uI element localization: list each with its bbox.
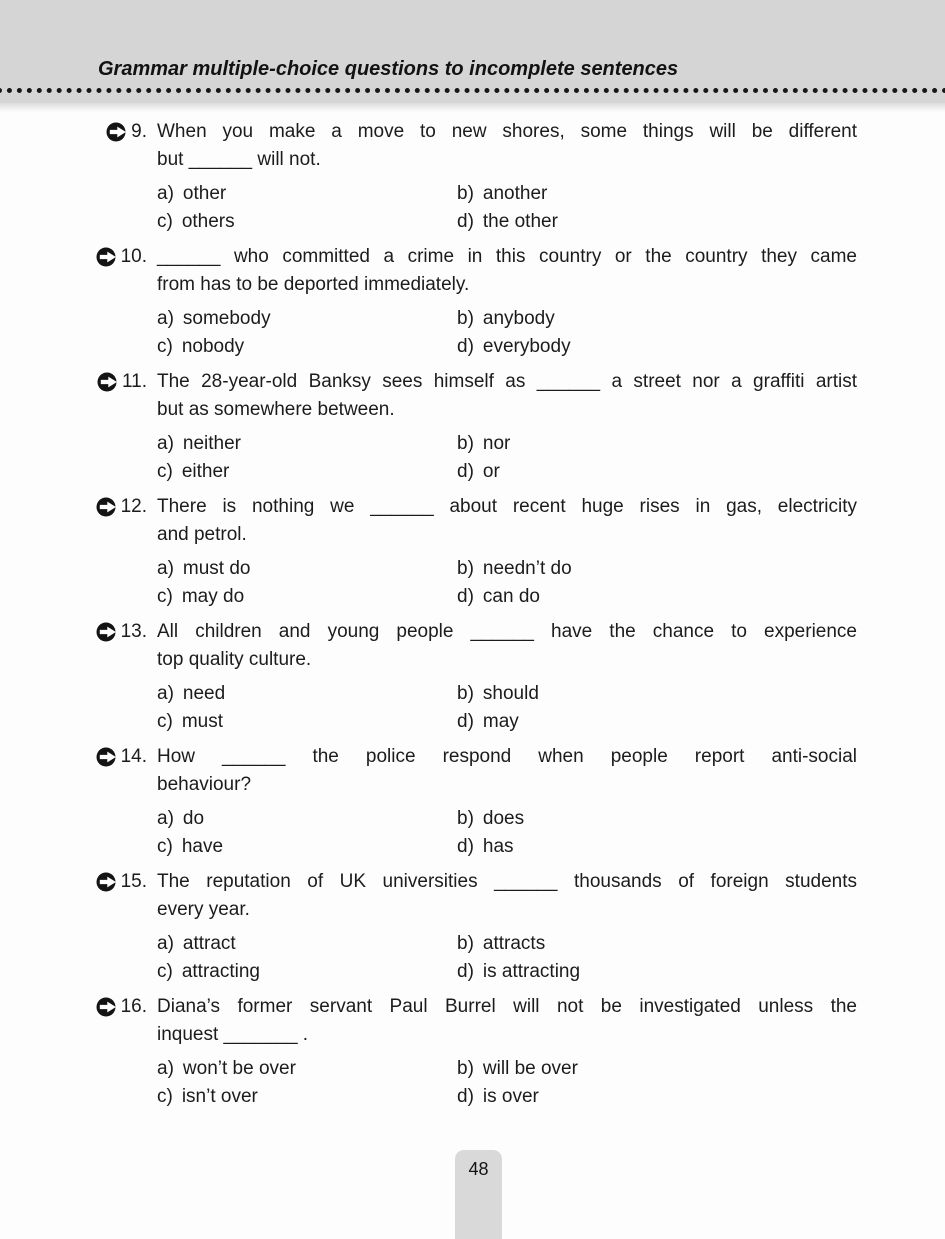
answer-options <box>157 680 857 736</box>
option-text: somebody <box>182 308 271 329</box>
option-text: other <box>182 183 227 204</box>
option-text: must do <box>182 558 251 579</box>
answer-options <box>157 930 857 986</box>
option-letter: d) <box>457 586 474 607</box>
question-text <box>157 618 857 674</box>
answer-options <box>157 305 857 361</box>
question-number: 10. <box>120 246 147 267</box>
answer-option <box>157 1083 457 1111</box>
answer-option <box>457 805 857 833</box>
option-letter: a) <box>157 808 174 829</box>
answer-option <box>457 458 857 486</box>
question-line: and petrol. <box>157 524 247 545</box>
option-text: do <box>182 808 205 829</box>
question-item <box>85 743 857 861</box>
question-item <box>85 493 857 611</box>
question-line: but ______ will not. <box>157 149 321 170</box>
option-text: isn’t over <box>181 1086 258 1107</box>
option-text: have <box>181 836 224 857</box>
answer-option <box>457 680 857 708</box>
question-body <box>147 993 857 1111</box>
answer-options <box>157 555 857 611</box>
answer-option <box>457 708 857 736</box>
circular-arrow-icon <box>96 747 116 767</box>
question-body <box>147 118 857 236</box>
option-letter: d) <box>457 961 474 982</box>
question-marker <box>85 743 147 861</box>
option-text: everybody <box>482 336 571 357</box>
question-item <box>85 868 857 986</box>
answer-options <box>157 1055 857 1111</box>
circular-arrow-icon <box>97 372 117 392</box>
answer-option <box>157 583 457 611</box>
question-number: 16. <box>120 996 147 1017</box>
page-number: 48 <box>468 1159 489 1179</box>
circular-arrow-icon <box>96 497 116 517</box>
answer-option <box>157 680 457 708</box>
option-text: either <box>181 461 230 482</box>
option-text: will be over <box>482 1058 578 1079</box>
answer-option <box>457 180 857 208</box>
option-text: must <box>181 711 224 732</box>
question-number: 15. <box>120 871 147 892</box>
option-letter: a) <box>157 183 174 204</box>
answer-option <box>157 555 457 583</box>
question-number: 11. <box>121 371 147 392</box>
question-number: 12. <box>120 496 147 517</box>
option-text: won’t be over <box>182 1058 296 1079</box>
option-text: the other <box>482 211 558 232</box>
option-text: is over <box>482 1086 539 1107</box>
answer-options <box>157 805 857 861</box>
option-text: others <box>181 211 235 232</box>
option-letter: b) <box>457 433 474 454</box>
option-letter: d) <box>457 1086 474 1107</box>
question-marker <box>85 993 147 1111</box>
option-text: neither <box>182 433 242 454</box>
question-text <box>157 368 857 424</box>
option-letter: c) <box>157 336 173 357</box>
question-text <box>157 868 857 924</box>
answer-option <box>457 930 857 958</box>
question-text <box>157 493 857 549</box>
option-letter: a) <box>157 933 174 954</box>
question-text <box>157 118 857 174</box>
option-text: attracting <box>181 961 260 982</box>
question-line: All children and young people ______ have the chance to experience <box>157 621 857 642</box>
question-line: How ______ the police respond when people report anti-social <box>157 746 857 767</box>
question-item <box>85 618 857 736</box>
questions-list <box>85 118 857 1118</box>
answer-option <box>157 958 457 986</box>
option-letter: d) <box>457 461 474 482</box>
question-line: from has to be deported immediately. <box>157 274 470 295</box>
option-letter: c) <box>157 711 173 732</box>
question-number: 14. <box>120 746 147 767</box>
answer-option <box>157 208 457 236</box>
option-text: another <box>482 183 548 204</box>
answer-option <box>457 583 857 611</box>
question-line: The 28-year-old Banksy sees himself as ______ a street nor a graffiti artist <box>157 371 857 392</box>
option-text: or <box>482 461 500 482</box>
answer-option <box>157 180 457 208</box>
option-text: needn’t do <box>482 558 572 579</box>
answer-option <box>457 208 857 236</box>
question-body <box>147 243 857 361</box>
question-body <box>147 743 857 861</box>
option-text: may do <box>181 586 245 607</box>
question-line: There is nothing we ______ about recent huge rises in gas, electricity <box>157 496 857 517</box>
answer-option <box>457 1083 857 1111</box>
option-letter: d) <box>457 336 474 357</box>
option-letter: b) <box>457 683 474 704</box>
option-letter: b) <box>457 183 474 204</box>
circular-arrow-icon <box>96 997 116 1017</box>
question-marker <box>85 618 147 736</box>
question-number: 13. <box>120 621 147 642</box>
answer-option <box>457 430 857 458</box>
answer-options <box>157 430 857 486</box>
option-text: anybody <box>482 308 555 329</box>
page-number-tab <box>455 1150 502 1239</box>
answer-option <box>157 930 457 958</box>
question-line: The reputation of UK universities ______ thousands of foreign students <box>157 871 857 892</box>
question-body <box>147 493 857 611</box>
option-text: can do <box>482 586 540 607</box>
option-letter: b) <box>457 933 474 954</box>
answer-option <box>157 833 457 861</box>
option-letter: c) <box>157 836 173 857</box>
question-line: ______ who committed a crime in this country or the country they came <box>157 246 857 267</box>
option-letter: a) <box>157 308 174 329</box>
option-letter: b) <box>457 1058 474 1079</box>
option-text: should <box>482 683 539 704</box>
circular-arrow-icon <box>96 247 116 267</box>
answer-options <box>157 180 857 236</box>
option-letter: a) <box>157 1058 174 1079</box>
question-text <box>157 243 857 299</box>
answer-option <box>157 333 457 361</box>
page-title: Grammar multiple-choice questions to incomplete sentences <box>98 58 679 80</box>
question-line: every year. <box>157 899 250 920</box>
option-letter: b) <box>457 808 474 829</box>
answer-option <box>457 305 857 333</box>
question-line: When you make a move to new shores, some things will be different <box>157 121 857 142</box>
answer-option <box>457 555 857 583</box>
option-letter: c) <box>157 211 173 232</box>
question-body <box>147 868 857 986</box>
circular-arrow-icon <box>106 122 126 142</box>
question-item <box>85 368 857 486</box>
option-letter: b) <box>457 558 474 579</box>
question-text <box>157 993 857 1049</box>
option-letter: c) <box>157 461 173 482</box>
question-line: but as somewhere between. <box>157 399 395 420</box>
answer-option <box>157 458 457 486</box>
option-text: attract <box>182 933 236 954</box>
page-header <box>0 0 945 103</box>
dotted-divider <box>0 88 945 93</box>
question-line: behaviour? <box>157 774 252 795</box>
answer-option <box>157 708 457 736</box>
question-line: top quality culture. <box>157 649 312 670</box>
option-letter: a) <box>157 683 174 704</box>
answer-option <box>457 333 857 361</box>
question-text <box>157 743 857 799</box>
question-marker <box>85 868 147 986</box>
option-letter: b) <box>457 308 474 329</box>
answer-option <box>157 305 457 333</box>
question-line: inquest _______ . <box>157 1024 309 1045</box>
question-marker <box>85 493 147 611</box>
option-letter: c) <box>157 1086 173 1107</box>
option-letter: a) <box>157 433 174 454</box>
option-text: does <box>482 808 525 829</box>
option-letter: c) <box>157 961 173 982</box>
option-text: nor <box>482 433 511 454</box>
answer-option <box>157 1055 457 1083</box>
question-marker <box>85 368 147 486</box>
question-body <box>147 618 857 736</box>
circular-arrow-icon <box>96 872 116 892</box>
question-line: Diana’s former servant Paul Burrel will not be investigated unless the <box>157 996 857 1017</box>
option-text: nobody <box>181 336 245 357</box>
option-letter: a) <box>157 558 174 579</box>
question-item <box>85 993 857 1111</box>
question-body <box>147 368 857 486</box>
answer-option <box>457 1055 857 1083</box>
question-item <box>85 243 857 361</box>
question-item <box>85 118 857 236</box>
option-letter: d) <box>457 711 474 732</box>
option-text: may <box>482 711 519 732</box>
option-text: has <box>482 836 514 857</box>
question-marker <box>85 243 147 361</box>
option-text: attracts <box>482 933 546 954</box>
answer-option <box>457 833 857 861</box>
question-number: 9. <box>131 121 147 142</box>
question-marker <box>85 118 147 236</box>
answer-option <box>157 805 457 833</box>
circular-arrow-icon <box>96 622 116 642</box>
answer-option <box>457 958 857 986</box>
option-text: need <box>182 683 226 704</box>
answer-option <box>157 430 457 458</box>
option-letter: d) <box>457 211 474 232</box>
option-letter: d) <box>457 836 474 857</box>
option-text: is attracting <box>482 961 581 982</box>
option-letter: c) <box>157 586 173 607</box>
